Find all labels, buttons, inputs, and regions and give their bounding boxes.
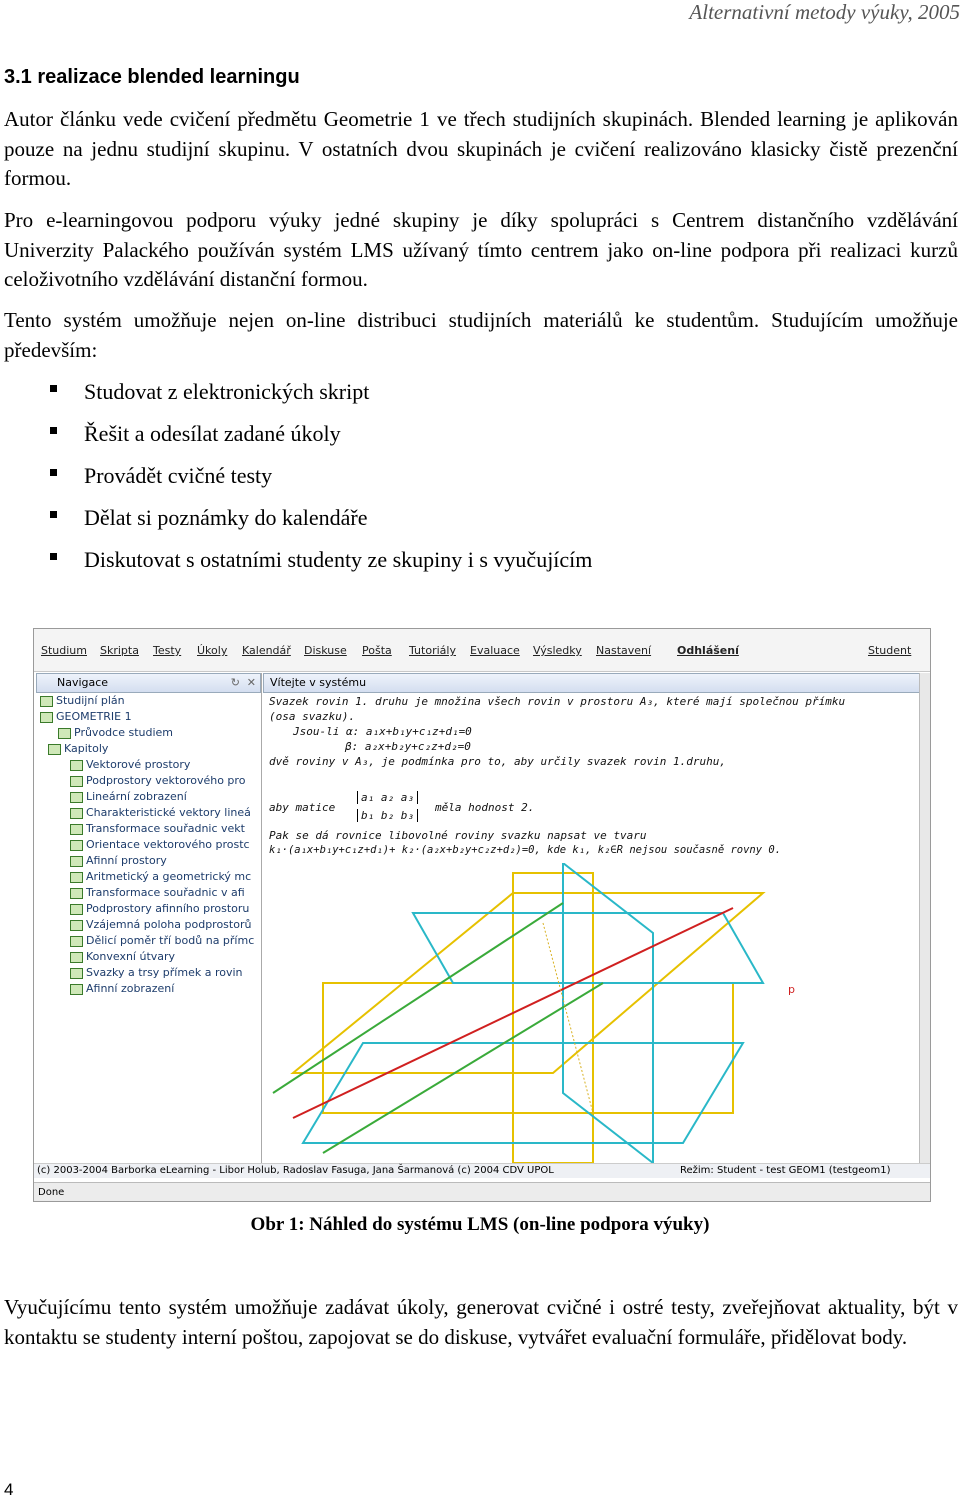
lms-menubar <box>34 629 930 672</box>
chapter-icon <box>70 856 83 867</box>
tree-item[interactable]: Lineární zobrazení <box>36 789 261 805</box>
math-line: Pak se dá rovnice libovolné roviny svazku napsat ve tvaru <box>269 829 647 842</box>
chapter-icon <box>70 840 83 851</box>
tree-item[interactable]: GEOMETRIE 1 <box>36 709 261 725</box>
plane-outline <box>413 913 763 983</box>
list-item: Dělat si poznámky do kalendáře <box>0 502 592 544</box>
axis-line <box>273 903 563 1093</box>
section-title: 3.1 realizace blended learningu <box>4 66 300 88</box>
matrix-row: b₁ b₂ b₃ <box>357 809 418 822</box>
chapter-icon <box>70 760 83 771</box>
tree-item[interactable]: Orientace vektorového prostc <box>36 837 261 853</box>
paragraph-3: Tento systém umožňuje nejen on-line distribuci studijních materiálů ke studentům. Studujícím umožňuje především: <box>4 308 958 362</box>
content-panel <box>263 673 920 1163</box>
chapter-icon <box>70 984 83 995</box>
book-icon <box>48 744 61 755</box>
list-item: Řešit a odesílat zadané úkoly <box>0 418 592 460</box>
chapter-icon <box>70 872 83 883</box>
credits-text: (c) 2003-2004 Barborka eLearning - Libor Holub, Radoslav Fasuga, Jana Šarmanová (c) 2004 CDV UPOL <box>37 1165 554 1176</box>
menu-nastaveni[interactable]: Nastavení <box>596 644 652 657</box>
menu-evaluace[interactable]: Evaluace <box>470 644 520 657</box>
plot-label: p <box>788 983 795 996</box>
chapter-icon <box>70 888 83 899</box>
tree-item[interactable]: Aritmetický a geometrický mc <box>36 869 261 885</box>
menu-vysledky[interactable]: Výsledky <box>533 644 582 657</box>
tree-item[interactable]: Afinní zobrazení <box>36 981 261 997</box>
chapter-icon <box>70 904 83 915</box>
pencil-of-planes-figure <box>263 863 913 1163</box>
folder-icon <box>40 696 53 707</box>
math-line: β: a₂x+b₂y+c₂z+d₂=0 <box>345 740 471 753</box>
tree-item[interactable]: Transformace souřadnic v afi <box>36 885 261 901</box>
lms-screenshot <box>33 628 931 1202</box>
menu-posta[interactable]: Pošta <box>362 644 392 657</box>
folder-icon <box>40 712 53 723</box>
navigation-panel-header: Navigace ✕ ↻ <box>36 673 261 693</box>
navigation-panel <box>36 673 262 1163</box>
axis-line <box>323 983 603 1153</box>
chapter-icon <box>70 968 83 979</box>
scrollbar[interactable] <box>919 673 930 1163</box>
paragraph-1: Autor článku vede cvičení předmětu Geometrie 1 ve třech studijních skupinách. Blended learning je aplikován pouze na jednu studijní skupinu. V ostatních dvou skupinách je cvičení realizováno klasicky čistě prezenční formou. <box>4 107 958 190</box>
menu-kalendar[interactable]: Kalendář <box>242 644 291 657</box>
paragraph-2: Pro e-learningovou podporu výuky jedné skupiny je díky spolupráci s Centrem distančního vzdělávání Univerzity Palackého používán systém LMS užívaný tímto centrem jako on-line podpora při realizaci kurzů celoživotního vzdělávání distanční formou. <box>4 208 958 291</box>
chapter-icon <box>70 792 83 803</box>
chapter-icon <box>70 824 83 835</box>
plane-outline <box>513 873 593 1163</box>
math-line: k₁·(a₁x+b₁y+c₁z+d₁)+ k₂·(a₂x+b₂y+c₂z+d₂)=0, kde k₁, k₂∈R nejsou současně rovny 0. <box>269 844 782 856</box>
plane-outline <box>323 983 733 1113</box>
menu-testy[interactable]: Testy <box>153 644 182 657</box>
math-line: Svazek rovin 1. druhu je množina všech rovin v prostoru A₃, které mají společnou přímku <box>269 695 846 708</box>
tree-item[interactable]: Kapitoly <box>36 741 261 757</box>
tree-item[interactable]: Podprostory vektorového pro <box>36 773 261 789</box>
math-line: aby matice <box>269 801 336 814</box>
bullet-list <box>0 376 592 586</box>
menu-student[interactable]: Student <box>868 644 912 657</box>
list-item: Diskutovat s ostatními studenty ze skupiny i s vyučujícím <box>0 544 592 586</box>
menu-odhlaseni[interactable]: Odhlášení <box>677 644 739 657</box>
tree-item[interactable]: Vektorové prostory <box>36 757 261 773</box>
math-line: měla hodnost 2. <box>435 801 535 814</box>
chapter-icon <box>70 936 83 947</box>
chapter-icon <box>70 776 83 787</box>
tree-item[interactable]: Dělicí poměr tří bodů na přímc <box>36 933 261 949</box>
status-text: Done <box>38 1187 65 1198</box>
tree-item[interactable]: Charakteristické vektory lineá <box>36 805 261 821</box>
tree-item[interactable]: Konvexní útvary <box>36 949 261 965</box>
book-icon <box>58 728 71 739</box>
running-title: Alternativní metody výuky, 2005 <box>689 0 960 24</box>
plane-outline <box>303 1043 743 1143</box>
plane-outline <box>563 863 653 1163</box>
paragraph-4: Vyučujícímu tento systém umožňuje zadávat úkoly, generovat cvičné i ostré testy, zveřejňovat aktuality, být v kontaktu se studenty interní poštou, zapojovat se do diskuse, vytvářet evaluační formuláře, přidělovat body. <box>4 1295 958 1349</box>
chapter-icon <box>70 920 83 931</box>
page-number: 4 <box>4 1480 14 1499</box>
tree-item[interactable]: Svazky a trsy přímek a rovin <box>36 965 261 981</box>
tree-item[interactable]: Studijní plán <box>36 693 261 709</box>
chapter-icon <box>70 952 83 963</box>
figure-caption: Obr 1: Náhled do systému LMS (on-line podpora výuky) <box>250 1214 710 1235</box>
math-line: Jsou-li α: a₁x+b₁y+c₁z+d₁=0 <box>293 725 472 738</box>
math-line: (osa svazku). <box>269 710 356 723</box>
content-panel-header: Vítejte v systému <box>263 673 920 693</box>
tree-item[interactable]: Vzájemná poloha podprostorů <box>36 917 261 933</box>
tree-item[interactable]: Podprostory afinního prostoru <box>36 901 261 917</box>
status-bar <box>34 1182 930 1202</box>
list-item: Provádět cvičné testy <box>0 460 592 502</box>
menu-skripta[interactable]: Skripta <box>100 644 139 657</box>
hatch-lines <box>543 923 593 1113</box>
credits-bar <box>34 1163 930 1178</box>
menu-studium[interactable]: Studium <box>41 644 87 657</box>
chapter-icon <box>70 808 83 819</box>
nav-tree <box>36 693 261 997</box>
matrix-row: a₁ a₂ a₃ <box>357 791 418 804</box>
menu-diskuse[interactable]: Diskuse <box>304 644 347 657</box>
mode-text: Režim: Student - test GEOM1 (testgeom1) <box>680 1165 891 1176</box>
refresh-icon[interactable]: ↻ <box>230 676 240 689</box>
tree-item[interactable]: Afinní prostory <box>36 853 261 869</box>
close-icon[interactable]: ✕ <box>246 676 256 689</box>
tree-item[interactable]: Transformace souřadnic vekt <box>36 821 261 837</box>
list-item: Studovat z elektronických skript <box>0 376 592 418</box>
menu-ukoly[interactable]: Úkoly <box>197 644 228 657</box>
menu-tutorialy[interactable]: Tutoriály <box>409 644 456 657</box>
tree-item[interactable]: Průvodce studiem <box>36 725 261 741</box>
math-line: dvě roviny v A₃, je podmínka pro to, aby určily svazek rovin 1.druhu, <box>269 755 726 768</box>
